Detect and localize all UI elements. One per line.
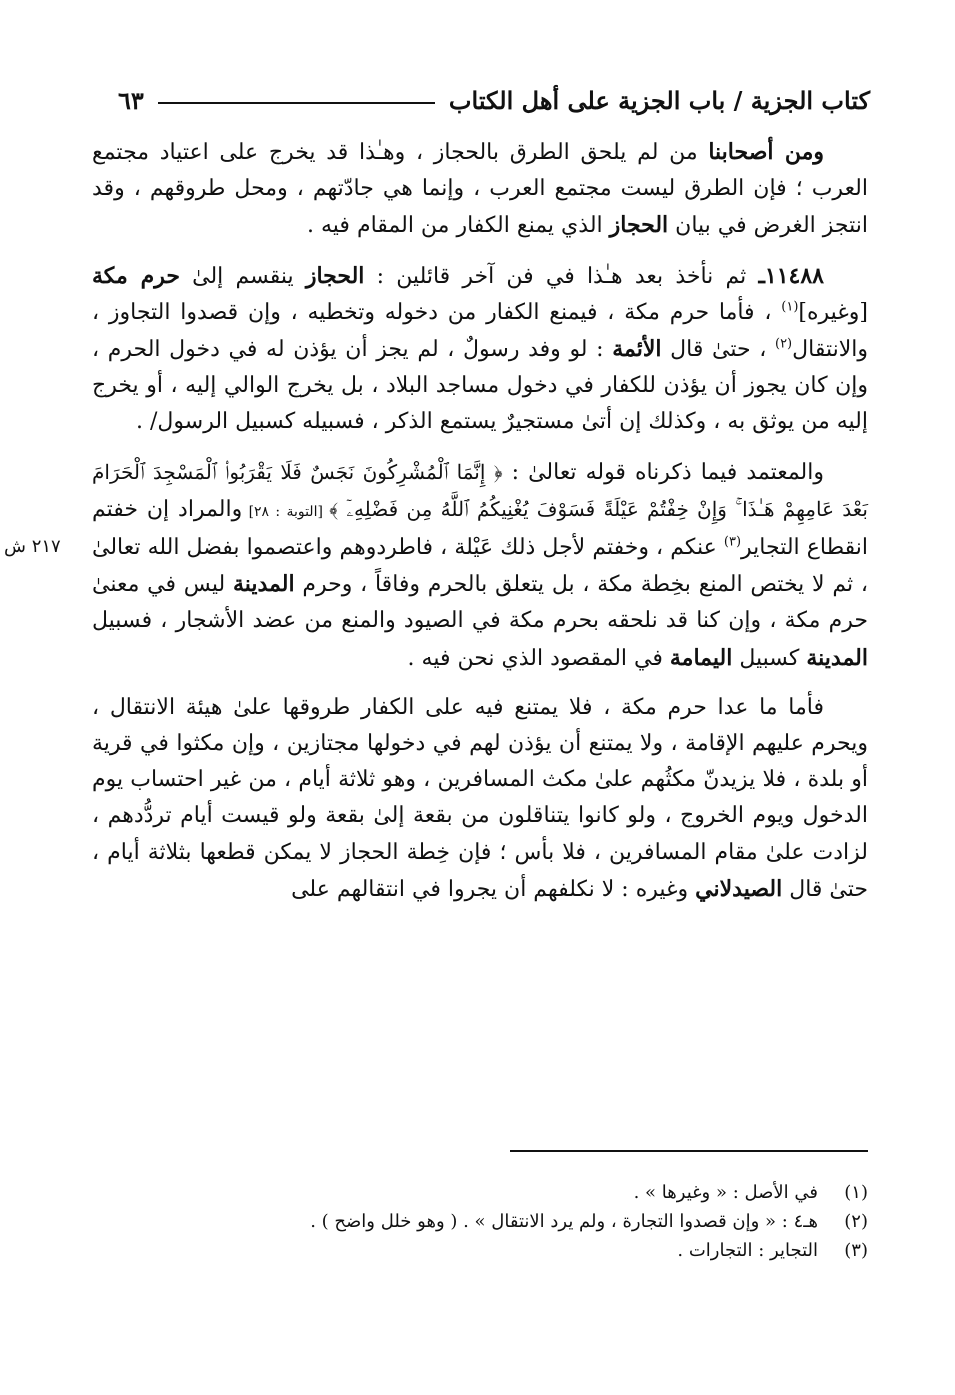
running-header <box>118 78 870 122</box>
footnote-item <box>200 1207 868 1236</box>
bold-term: الحجاز <box>305 262 365 289</box>
text-run: ثم نأخذ بعد هـٰذا في فن آخر قائلين : <box>364 263 759 289</box>
text-run: ، حتىٰ قال <box>661 337 775 363</box>
bold-term: الحجاز <box>609 212 669 239</box>
footnote-number: (٢) <box>844 1211 868 1232</box>
footnote-number: (٣) <box>844 1240 868 1261</box>
footnote-ref[interactable]: (١) <box>781 299 799 315</box>
text-run: عنكم ، وخفتم لأجل ذلك عَيْلة ، فاطردوهم واعتصموا بفضل الله تعالىٰ ، ثم لا يختص المنع بخِطة مكة ، بل يتعلق بالحرم وفاقاً ، وحرم <box>92 535 868 598</box>
margin-note: ٢١٧ ش <box>4 536 61 557</box>
bold-term: الأئمة <box>612 336 662 363</box>
bold-term: ومن أصحابنا <box>708 139 824 165</box>
text-run: ينقسم إلىٰ <box>179 263 306 289</box>
footnotes <box>200 1178 868 1265</box>
text-run: والمعتمد فيما ذكرناه قوله تعالىٰ : <box>502 459 824 485</box>
text-run: في المقصود الذي نحن فيه . <box>407 645 670 671</box>
footnote-item <box>200 1236 868 1265</box>
footnote-number: (١) <box>844 1182 868 1203</box>
footnote-ref[interactable]: (٢) <box>774 336 793 352</box>
text-run: فأما ما عدا حرم مكة ، فلا يمتنع فيه على الكفار طروقها علىٰ هيئة الانتقال ، ويحرم عليهم الإقامة ، ولا يمتنع أن يؤذن لهم في دخولها مجتازين ، وإن مكثوا في قرية أو بلدة ، فلا يزيدنّ مكثُهم علىٰ مكث المسافرين ، وهو ثلاثة أيام ، من غير احتساب يوم الدخول ويوم الخروج ، ولو كانوا يتناقلون من بقعة إلىٰ بقعة ولو قيست أيام تردُّدهم ، لزادت علىٰ مقام المسافرين ، فلا بأس ؛ فإن خِطة الحجاز لا يمكن قطعها بثلاثة أيام ، حتىٰ قال <box>92 694 868 902</box>
header-rule <box>158 102 435 104</box>
text-run: [وغيره] <box>798 299 868 325</box>
footnote-ref[interactable]: (٣) <box>723 534 742 550</box>
paragraph-1 <box>92 134 868 245</box>
text-run: وغيره : لا نكلفهم أن يجروا في انتقالهم على <box>291 876 696 902</box>
text-run: كسبيل <box>732 645 807 671</box>
footnote-divider <box>510 1150 868 1152</box>
verse-reference: [التوبة : ٢٨] <box>242 503 330 520</box>
bold-term: المدينة <box>232 571 295 598</box>
header-title: كتاب الجزية / باب الجزية على أهل الكتاب <box>448 85 870 115</box>
main-text <box>92 134 868 908</box>
bold-term: المدينة <box>806 644 868 671</box>
paragraph-3 <box>92 454 868 677</box>
text-run: والمراد إن خفتم انقطاع التجاير <box>92 496 868 561</box>
footnote-text: في الأصل : « وغيرها » . <box>633 1182 818 1203</box>
footnote-text: هـ٤ : « وإن قصدوا التجارة ، ولم يرد الانتقال » . ( وهو خلل واضح ) . <box>310 1211 818 1232</box>
bold-term: حرم مكة <box>92 262 180 289</box>
footnote-item <box>200 1178 868 1207</box>
text-run: ، فأما حرم مكة ، فيمنع الكفار من دخوله وتخطيه ، وإن قصدوا التجاوز ، والانتقال <box>92 299 868 363</box>
text-run: من لم يلحق الطرق بالحجاز ، وهـٰذا قد يخرج على اعتياد مجتمع العرب ؛ فإن الطرق ليست مجتمع العرب ، وإنما هي جادّتهم ، ومحل طروقهم ، وقد انتجز الغرض في بيان <box>92 140 868 239</box>
paragraph-2 <box>92 258 868 441</box>
issue-number: ١١٤٨٨ـ <box>758 262 824 289</box>
page-number: ٦٣ <box>118 85 144 115</box>
footnote-text: التجاير : التجارات . <box>677 1240 818 1261</box>
paragraph-4 <box>92 690 868 908</box>
bold-term: اليمامة <box>669 644 733 671</box>
bold-term: الصيدلاني <box>695 875 783 902</box>
text-run: : لو وفد رسولٌ ، لم يجز أن يؤذن له في دخول الحرم ، وإن كان يجوز أن يؤذن للكفار في دخول مساجد البلاد ، بل يخرج الوالي إليه ، أو يخرج إليه من يوثق به ، وكذلك إن أتىٰ مستجيرٌ يستمع الذكر ، فسبيله كسبيل الرسول/ . <box>92 337 868 435</box>
text-run: ليس في معنىٰ حرم مكة ، وإن كنا قد نلحقه بحرم مكة في الصيود والمنع من عضد الأشجار ، فسبيل <box>92 572 868 634</box>
text-run: الذي يمنع الكفار من المقام فيه . <box>307 213 610 239</box>
quran-verse: ﴿ إِنَّمَا ٱلْمُشْرِكُونَ نَجَسٌ فَلَا يَقْرَبُوا۟ ٱلْمَسْجِدَ ٱلْحَرَامَ بَعْدَ عَامِهِمْ هَـٰذَا ۚ وَإِنْ خِفْتُمْ عَيْلَةً فَسَوْفَ يُغْنِيكُمُ ٱللَّهُ مِن فَضْلِهِۦٓ ﴾ <box>92 459 868 521</box>
